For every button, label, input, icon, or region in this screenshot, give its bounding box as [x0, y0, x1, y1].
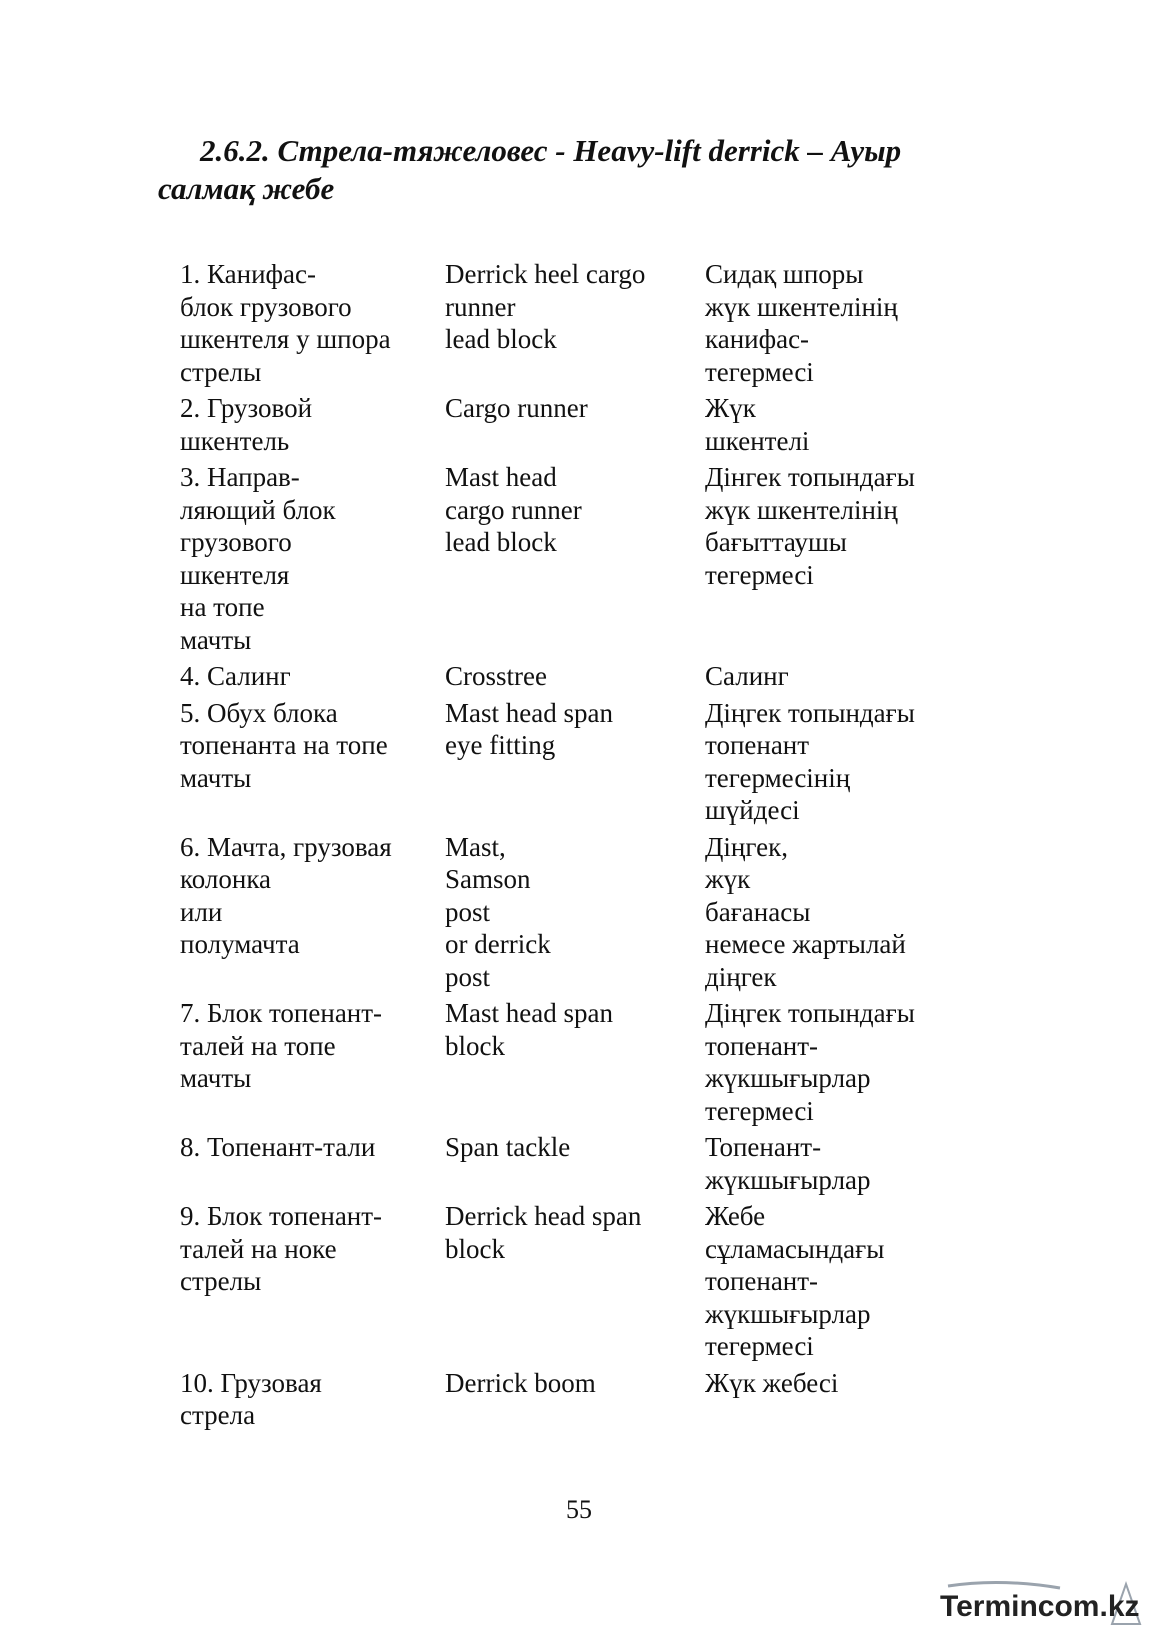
- term-english: Derrick boom: [445, 1367, 596, 1398]
- glossary-row: [180, 1131, 960, 1196]
- term-russian: 7. Блок топенант- талей на топе мачты: [180, 998, 383, 1093]
- term-english: Mast head span eye fitting: [445, 697, 613, 760]
- term-russian: 8. Топенант-тали: [180, 1132, 376, 1162]
- term-russian: 5. Обух блока топенанта на топе мачты: [180, 697, 388, 793]
- page-number: 55: [566, 1495, 592, 1524]
- glossary-row: [180, 697, 960, 827]
- term-kazakh: Дінгек топындағы жүк шкентелінің бағыттаушы тегермесі: [705, 462, 915, 590]
- term-russian: 4. Салинг: [180, 661, 291, 691]
- termincom-watermark: [940, 1580, 1150, 1630]
- term-kazakh: Діңгек, жүк бағанасы немесе жартылай діңгек: [705, 831, 906, 992]
- term-english: Mast head cargo runner lead block: [445, 462, 582, 557]
- term-english: Cargo runner: [445, 393, 588, 423]
- term-english: Mast, Samson post or derrick post: [445, 831, 551, 992]
- term-russian: 2. Грузовой шкентель: [180, 393, 313, 456]
- glossary-row: [180, 392, 960, 457]
- term-russian: 6. Мачта, грузовая колонка или полумачта: [180, 831, 392, 959]
- term-russian: 1. Канифас- блок грузового шкентеля у шпора стрелы: [180, 259, 391, 387]
- term-english: Derrick heel cargo runner lead block: [445, 259, 646, 354]
- logo-wordmark: Termincom.kz: [940, 1590, 1140, 1623]
- term-kazakh: Сидақ шпоры жүк шкентелінің канифас- тегермесі: [705, 259, 898, 387]
- termincom-logo: [940, 1580, 1150, 1630]
- glossary-row: [180, 660, 960, 693]
- term-kazakh: Жүк шкентелі: [705, 393, 810, 456]
- term-russian: 10. Грузовая стрела: [180, 1367, 322, 1430]
- glossary-row: [180, 997, 960, 1127]
- term-glossary: [180, 258, 960, 1436]
- term-kazakh: Топенант- жүкшығырлар: [705, 1132, 871, 1195]
- term-kazakh: Жүк жебесі: [705, 1367, 839, 1398]
- term-kazakh: Жебе сұламасындағы топенант- жүкшығырлар тегермесі: [705, 1201, 885, 1361]
- section-heading: 2.6.2. Стрела-тяжеловес - Heavy-lift derrick – Ауыр салмақ жебе: [158, 133, 902, 206]
- term-kazakh: Діңгек топындағы топенант- жүкшығырлар тегермесі: [705, 998, 915, 1126]
- term-kazakh: Діңгек топындағы топенант тегермесінің шүйдесі: [705, 697, 915, 825]
- glossary-row: [180, 1367, 960, 1432]
- glossary-row: [180, 461, 960, 656]
- logo-swoosh-top: [948, 1582, 1060, 1588]
- glossary-row: [180, 831, 960, 994]
- glossary-row: [180, 1200, 960, 1363]
- glossary-row: [180, 258, 960, 388]
- term-russian: 9. Блок топенант- талей на ноке стрелы: [180, 1201, 383, 1296]
- term-russian: 3. Направ- ляющий блок грузового шкентеля на топе мачты: [180, 462, 336, 655]
- term-english: Span tackle: [445, 1132, 571, 1162]
- term-english: Crosstree: [445, 661, 547, 691]
- term-kazakh: Салинг: [705, 661, 789, 691]
- term-english: Mast head span block: [445, 998, 613, 1061]
- term-english: Derrick head span block: [445, 1201, 642, 1264]
